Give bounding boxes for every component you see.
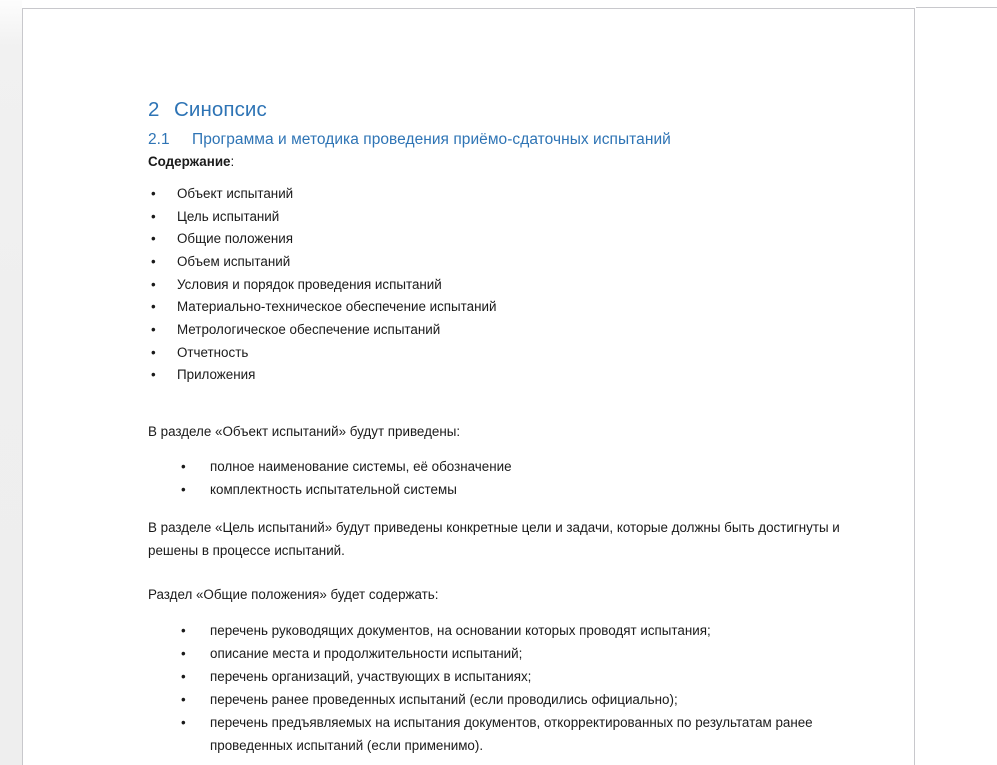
heading-1-number: 2 — [148, 98, 160, 121]
heading-1 — [148, 97, 878, 123]
contents-list — [148, 183, 878, 387]
bullet-icon: • — [181, 459, 186, 475]
paragraph-goal-section: В разделе «Цель испытаний» будут приведены конкретные цели и задачи, которые должны быть достигнуты и решены в процессе испытаний. — [148, 520, 840, 558]
paragraph-general-section: Раздел «Общие положения» будет содержать: — [148, 587, 439, 603]
list-item-label: Отчетность — [177, 344, 249, 360]
list-item — [148, 228, 878, 251]
bullet-icon: • — [151, 253, 156, 269]
heading-1-text: Синопсис — [174, 98, 267, 121]
bullet-icon: • — [181, 691, 186, 707]
list-item — [148, 206, 878, 229]
bullet-icon: • — [151, 321, 156, 337]
list-item — [148, 274, 878, 297]
bullet-icon: • — [151, 367, 156, 383]
list-item — [148, 296, 878, 319]
heading-2-number: 2.1 — [148, 131, 170, 148]
list-item — [148, 455, 878, 478]
list-item-label: описание места и продолжительности испытаний; — [210, 645, 523, 661]
list-item — [148, 688, 878, 711]
list-item-label: Объем испытаний — [177, 253, 291, 269]
bullet-icon: • — [181, 668, 186, 684]
spacer — [148, 387, 878, 421]
list-item-label: полное наименование системы, её обозначение — [210, 459, 512, 475]
bullet-icon: • — [181, 645, 186, 661]
bullet-icon: • — [151, 231, 156, 247]
list-item — [148, 251, 878, 274]
bullet-icon: • — [151, 186, 156, 201]
paragraph-object-section: В разделе «Объект испытаний» будут приведены: — [148, 423, 461, 439]
list-item-label: Общие положения — [177, 231, 293, 247]
bullet-icon: • — [181, 482, 186, 498]
bullet-icon: • — [151, 276, 156, 292]
list-item-label: Приложения — [177, 367, 256, 383]
workspace-left-gutter — [0, 0, 22, 765]
document-body — [148, 97, 878, 757]
contents-label-line — [148, 152, 878, 171]
list-item — [148, 478, 878, 501]
list-item-label: перечень ранее проведенных испытаний (если проводились официально); — [210, 691, 678, 707]
object-section-list — [148, 455, 878, 501]
list-item — [148, 665, 878, 688]
list-item — [148, 319, 878, 342]
heading-2-text: Программа и методика проведения приёмо-сдаточных испытаний — [192, 131, 671, 148]
spacer — [148, 562, 878, 584]
document-page[interactable] — [22, 8, 915, 765]
workspace-top-rule — [916, 0, 997, 8]
spacer — [148, 607, 878, 619]
bullet-icon: • — [151, 208, 156, 224]
list-item-label: перечень предъявляемых на испытания документов, откорректированных по результатам ранее проведенных испытаний (если применимо). — [210, 714, 813, 753]
list-item-label: перечень организаций, участвующих в испытаниях; — [210, 668, 532, 684]
contents-label: Содержание — [148, 154, 231, 169]
spacer — [148, 501, 878, 517]
bullet-icon: • — [151, 344, 156, 360]
list-item-label: комплектность испытательной системы — [210, 482, 457, 498]
list-item — [148, 711, 878, 757]
list-item — [148, 619, 878, 642]
heading-2 — [148, 129, 878, 150]
bullet-icon: • — [181, 714, 186, 730]
list-item — [148, 642, 878, 665]
bullet-icon: • — [151, 299, 156, 315]
list-item-label: Цель испытаний — [177, 208, 280, 224]
spacer — [148, 443, 878, 455]
contents-label-colon: : — [230, 154, 235, 169]
list-item-label: Метрологическое обеспечение испытаний — [177, 321, 441, 337]
list-item-label: Материально-техническое обеспечение испытаний — [177, 299, 497, 315]
list-item-label: Объект испытаний — [177, 186, 294, 201]
list-item-label: Условия и порядок проведения испытаний — [177, 276, 442, 292]
general-section-list — [148, 619, 878, 757]
list-item — [148, 183, 878, 206]
list-item-label: перечень руководящих документов, на основании которых проводят испытания; — [210, 622, 711, 638]
workspace-right-area — [916, 0, 997, 765]
list-item — [148, 364, 878, 387]
list-item — [148, 342, 878, 365]
bullet-icon: • — [181, 622, 186, 638]
